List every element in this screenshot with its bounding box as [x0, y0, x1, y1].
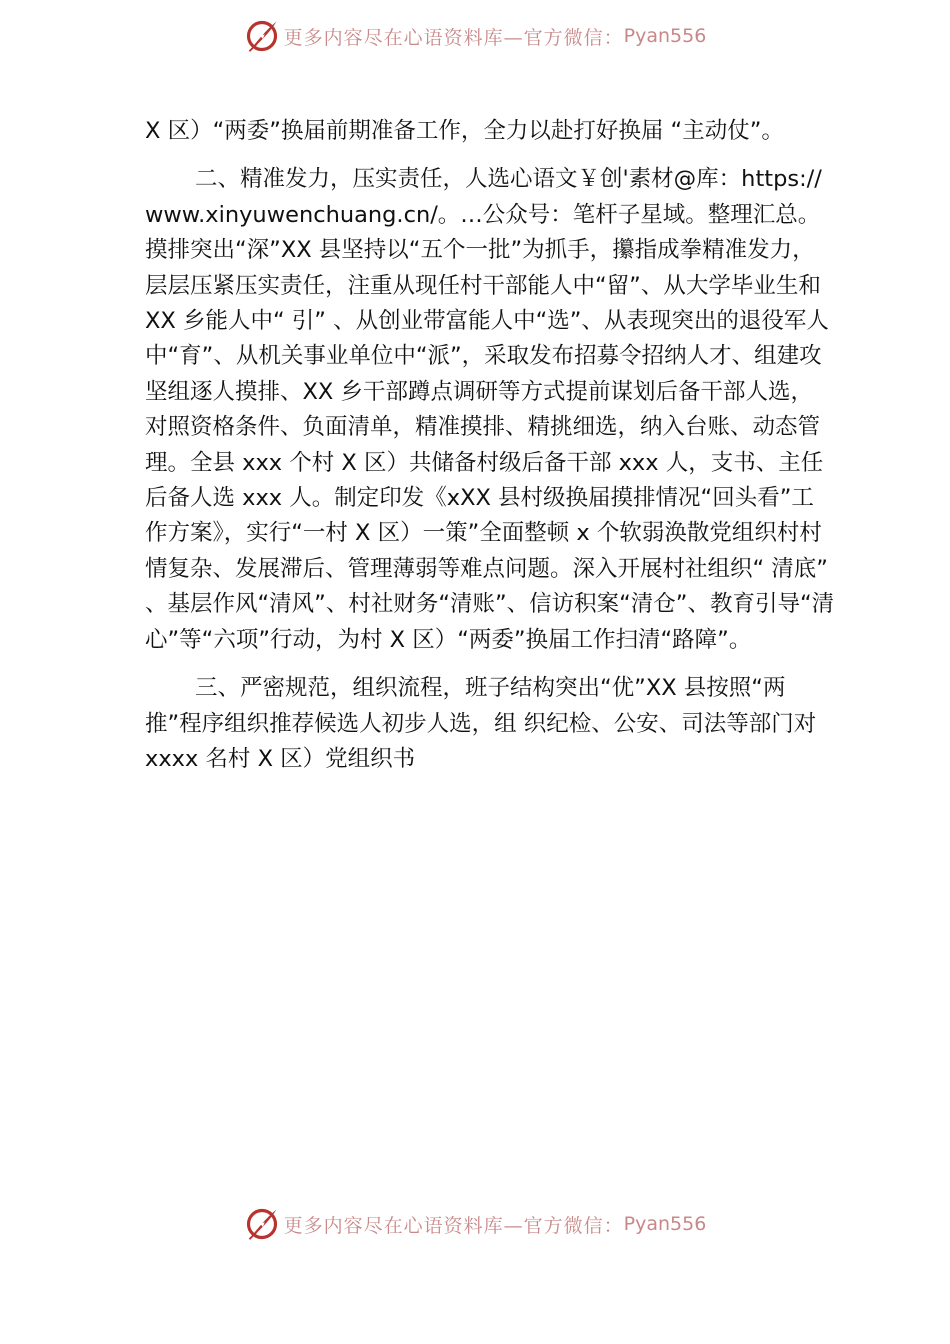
paragraph-2: 二、精准发力，压实责任，人选心语文￥创'素材@库：https://www.xinyuwenchuang.cn/。…公众号：笔杆子星域。整理汇总。摸排突出“深”XX 县坚持以“五个一批”为抓手，攥指成拳精准发力， 层层压紧压实责任，注重从现任村干部能人中“留”、从大学毕业生和 XX 乡能人中“ 引” 、从创业带富能人中“选”、从表现突出的退役军人中“育”、从机关事业单位中“派”，采取发布招募令招纳人才、组建攻坚组逐人摸排、XX 乡干部蹲点调研等方式提前谋划后备干部人选， 对照资格条件、负面清单，精准摸排、精挑细选，纳入台账、动态管理。全县 xxx 个村 X 区）共储备村级后备干部 xxx 人，支书、主任后备人选 xxx 人。制定印发《xXX 县村级换届摸排情况“回头看”工作方案》，实行“一村 X 区）一策”全面整顿 x 个软弱涣散党组织村村情复杂、发展滞后、管理薄弱等难点问题。深入开展村社组织“ 清底” 、基层作风“清风”、村社财务“清账”、信访积案“清仓”、教育引导“清心”等“六项”行动，为村 X 区）“两委”换届工作扫清“路障”。 — [145, 166, 835, 653]
footer-watermark-banner — [0, 1204, 950, 1244]
quill-circle-logo-icon — [244, 1206, 280, 1242]
watermark-wechat-id: Pyan556 — [623, 1213, 707, 1235]
paragraph-3: 三、严密规范，组织流程，班子结构突出“优”XX 县按照“两推”程序组织推荐候选人初步人选，组 织纪检、公安、司法等部门对 xxxx 名村 X 区）党组织书 — [145, 675, 817, 772]
quill-circle-logo-icon — [244, 18, 280, 54]
header-watermark-banner — [0, 16, 950, 56]
watermark-text: 更多内容尽在心语资料库—官方微信： — [283, 1214, 624, 1237]
paragraph-1: X 区）“两委”换届前期准备工作，全力以赴打好换届 “主动仗”。 — [145, 118, 784, 144]
document-body — [145, 114, 835, 777]
watermark-wechat-id: Pyan556 — [623, 25, 707, 47]
watermark-text: 更多内容尽在心语资料库—官方微信： — [283, 26, 624, 49]
